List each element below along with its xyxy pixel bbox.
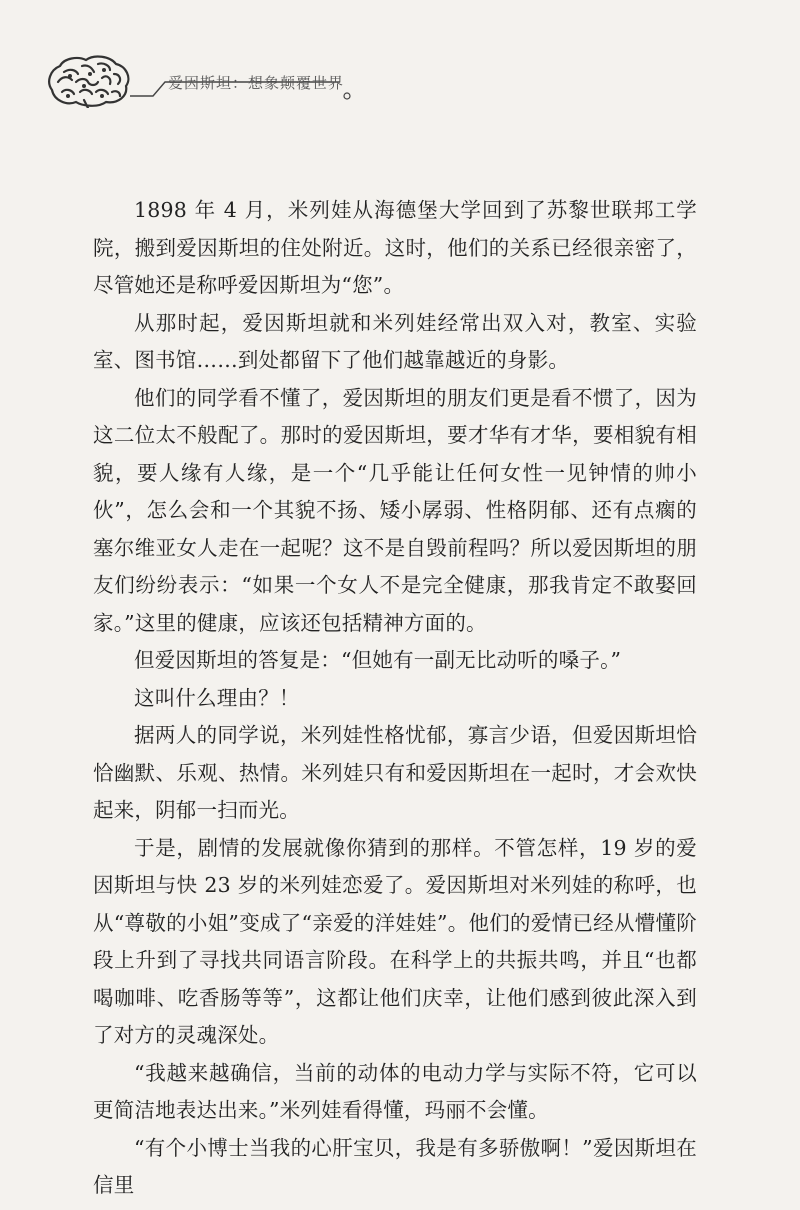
header-title: 爱因斯坦：想象颠覆世界 — [168, 74, 345, 92]
paragraph: 但爱因斯坦的答复是：“但她有一副无比动听的嗓子。” — [134, 648, 622, 672]
paragraph: 于是，剧情的发展就像你猜到的那样。不管怎样，19 岁的爱因斯坦与快 23 岁的米列娃恋爱了。爱因斯坦对米列娃的称呼，也从“尊敬的小姐”变成了“亲爱的洋娃娃”。他们的爱情已经从懵懂阶段上升到了寻找共同语言阶段。在科学上的共振共鸣，并且“也都喝咖啡、吃香肠等等”，这都让他们庆幸，让他们感到彼此深入到了对方的灵魂深处。 — [93, 835, 697, 1047]
paragraph: “有个小博士当我的心肝宝贝，我是有多骄傲啊！”爱因斯坦在信里 — [93, 1135, 697, 1197]
paragraph: 他们的同学看不懂了，爱因斯坦的朋友们更是看不惯了，因为这二位太不般配了。那时的爱因斯坦，要才华有才华，要相貌有相貌，要人缘有人缘，是一个“几乎能让任何女性一见钟情的帅小伙”，怎么会和一个其貌不扬、矮小孱弱、性格阴郁、还有点瘸的塞尔维亚女人走在一起呢？这不是自毁前程吗？所以爱因斯坦的朋友们纷纷表示：“如果一个女人不是完全健康，那我肯定不敢娶回家。”这里的健康，应该还包括精神方面的。 — [93, 385, 697, 635]
paragraph: “我越来越确信，当前的动体的电动力学与实际不符，它可以更简洁地表达出来。”米列娃看得懂，玛丽不会懂。 — [93, 1060, 697, 1122]
paragraph: 1898 年 4 月，米列娃从海德堡大学回到了苏黎世联邦工学院，搬到爱因斯坦的住处附近。这时，他们的关系已经很亲密了，尽管她还是称呼爱因斯坦为“您”。 — [93, 198, 697, 297]
paragraph: 据两人的同学说，米列娃性格忧郁，寡言少语，但爱因斯坦恰恰幽默、乐观、热情。米列娃只有和爱因斯坦在一起时，才会欢快起来，阴郁一扫而光。 — [93, 723, 697, 822]
paragraph: 从那时起，爱因斯坦就和米列娃经常出双入对，教室、实验室、图书馆……到处都留下了他们越靠越近的身影。 — [93, 310, 697, 372]
page-header — [0, 0, 800, 130]
page-body — [93, 192, 697, 1205]
header-rule — [0, 0, 800, 130]
paragraph: 这叫什么理由？！ — [134, 685, 300, 710]
